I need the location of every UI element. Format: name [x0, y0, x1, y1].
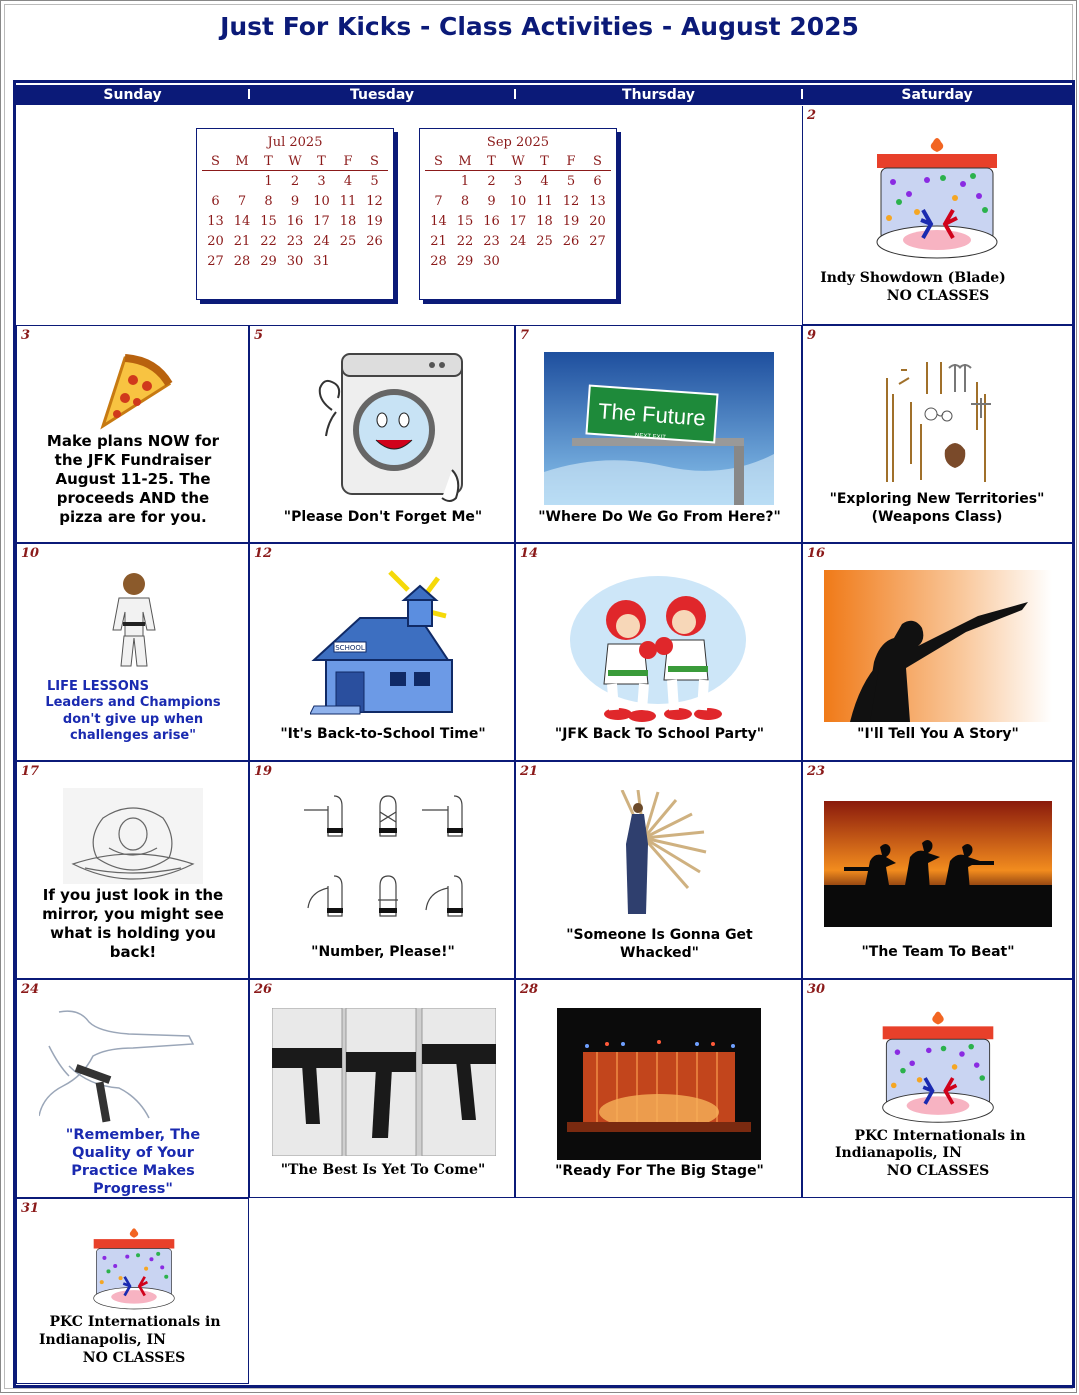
sparring-kids-image	[568, 570, 748, 725]
cell-caption: "Number, Please!"	[311, 944, 455, 960]
life-lessons-title: LIFE LESSONS	[47, 679, 150, 694]
day-number: 10	[21, 546, 40, 561]
day-cell-5	[249, 325, 515, 543]
day-number: 24	[21, 982, 40, 997]
cell-caption: "Exploring New Territories" (Weapons Class)	[829, 491, 1045, 525]
day-cell-24	[16, 979, 249, 1198]
school-sign-text: SCHOOL	[335, 644, 365, 652]
day-cell-30	[802, 979, 1072, 1198]
karate-punch-sketch-image	[39, 1006, 209, 1124]
day-cell-9	[802, 325, 1072, 543]
cell-caption-line: NO CLASSES	[82, 1350, 186, 1366]
arena-tournament-image	[879, 1006, 997, 1126]
sunset-team-silhouette-image	[824, 801, 1052, 927]
washing-machine-image	[292, 350, 472, 505]
day-cell-17	[16, 761, 249, 979]
day-cell-21	[515, 761, 802, 979]
day-number: 3	[21, 328, 31, 343]
arena-tournament-image	[91, 1223, 177, 1313]
day-number: 26	[254, 982, 273, 997]
day-number: 23	[807, 764, 826, 779]
day-cell-2	[802, 106, 1072, 325]
pizza-slice-image	[95, 350, 175, 430]
karate-kid-figure-image	[109, 572, 159, 672]
header-divider	[248, 89, 250, 99]
arena-tournament-image	[873, 132, 1001, 262]
mini-calendar-july	[196, 128, 394, 300]
mini-calendar-table: S M T W T F S 1 2 3 4 5 6 7 8 9 10 11 12 13 14 15 16 17 18 19 20 21 22 23 24 25 26 27 28 29 30	[425, 152, 611, 271]
cell-caption-line: Indianapolis, IN	[39, 1332, 166, 1348]
header-divider	[514, 89, 516, 99]
day-number: 7	[520, 328, 530, 343]
mini-calendar-title: Sep 2025	[486, 135, 550, 150]
day-number: 17	[21, 764, 40, 779]
bo-staff-spin-image	[614, 790, 714, 926]
meditation-sketch-image	[63, 788, 203, 884]
cell-caption: "Someone Is Gonna Get Whacked"	[566, 927, 753, 961]
schoolhouse-image	[310, 568, 460, 718]
karate-poses-image	[294, 788, 474, 938]
day-number: 2	[807, 108, 817, 123]
theater-stage-image	[557, 1008, 761, 1160]
day-cell-10	[16, 543, 249, 761]
day-number: 16	[807, 546, 826, 561]
day-cell-14	[515, 543, 802, 761]
day-number: 14	[520, 546, 539, 561]
day-number: 19	[254, 764, 273, 779]
weekday-header-thursday: Thursday	[515, 85, 802, 105]
header-divider	[801, 89, 803, 99]
sign-text: The Future	[597, 398, 707, 431]
mini-calendar-title: Jul 2025	[267, 135, 323, 150]
cell-caption: "It's Back-to-School Time"	[280, 726, 486, 742]
cell-caption: "Where Do We Go From Here?"	[538, 509, 781, 525]
mini-calendar-september	[419, 128, 617, 300]
cell-caption-line: Indy Showdown (Blade)	[820, 270, 1006, 286]
cell-caption-line: NO CLASSES	[886, 1163, 990, 1179]
day-cell-23	[802, 761, 1072, 979]
cell-caption: "JFK Back To School Party"	[554, 726, 765, 742]
day-cell-28	[515, 979, 802, 1198]
cell-caption: "The Team To Beat"	[861, 944, 1015, 960]
day-number: 9	[807, 328, 817, 343]
cell-caption-line: NO CLASSES	[886, 288, 990, 304]
cell-caption-line: PKC Internationals in	[49, 1314, 221, 1330]
weekday-header-sunday: Sunday	[16, 85, 249, 105]
day-cell-16	[802, 543, 1072, 761]
day-number: 31	[21, 1201, 40, 1216]
sign-subtext: NEXT EXIT	[634, 432, 667, 442]
day-number: 12	[254, 546, 273, 561]
day-cell-7	[515, 325, 802, 543]
day-number: 21	[520, 764, 539, 779]
day-cell-26	[249, 979, 515, 1198]
day-cell-3	[16, 325, 249, 543]
day-cell-31	[16, 1198, 249, 1384]
cell-caption: "Ready For The Big Stage"	[555, 1163, 764, 1179]
cell-caption: Make plans NOW for the JFK Fundraiser August 11-25. The proceeds AND the pizza are for you.	[46, 432, 220, 526]
day-number: 28	[520, 982, 539, 997]
cell-caption: "Please Don't Forget Me"	[283, 509, 483, 525]
day-cell-12	[249, 543, 515, 761]
cell-caption-line: Indianapolis, IN	[835, 1145, 962, 1161]
cell-caption: "Remember, The Quality of Your Practice Makes Progress"	[65, 1127, 201, 1197]
cell-caption: "The Best Is Yet To Come"	[280, 1162, 486, 1178]
page-title: Just For Kicks - Class Activities - August 2025	[220, 12, 859, 41]
cell-caption: "I'll Tell You A Story"	[857, 726, 1019, 742]
day-number: 30	[807, 982, 826, 997]
day-cell-19	[249, 761, 515, 979]
cell-caption: Leaders and Champions don't give up when challenges arise"	[45, 695, 221, 743]
martial-arts-weapons-image	[881, 354, 997, 484]
mini-calendar-table: S M T W T F S 1 2 3 4 5 6 7 8 9 10 11 12 13 14 15 16 17 18 19 20 21 22 23 24 25 26 27 28 29 30 31	[202, 152, 388, 271]
weekday-header-tuesday: Tuesday	[249, 85, 515, 105]
weekday-header-saturday: Saturday	[802, 85, 1072, 105]
black-belts-photo-image	[272, 1008, 496, 1156]
cell-caption: If you just look in the mirror, you might see what is holding you back!	[42, 886, 224, 961]
mini-calendar-area	[16, 106, 802, 325]
day-number: 5	[254, 328, 264, 343]
highway-sign-image	[544, 352, 774, 505]
cell-caption-line: PKC Internationals in	[854, 1128, 1026, 1144]
silhouette-story-image	[824, 570, 1052, 722]
